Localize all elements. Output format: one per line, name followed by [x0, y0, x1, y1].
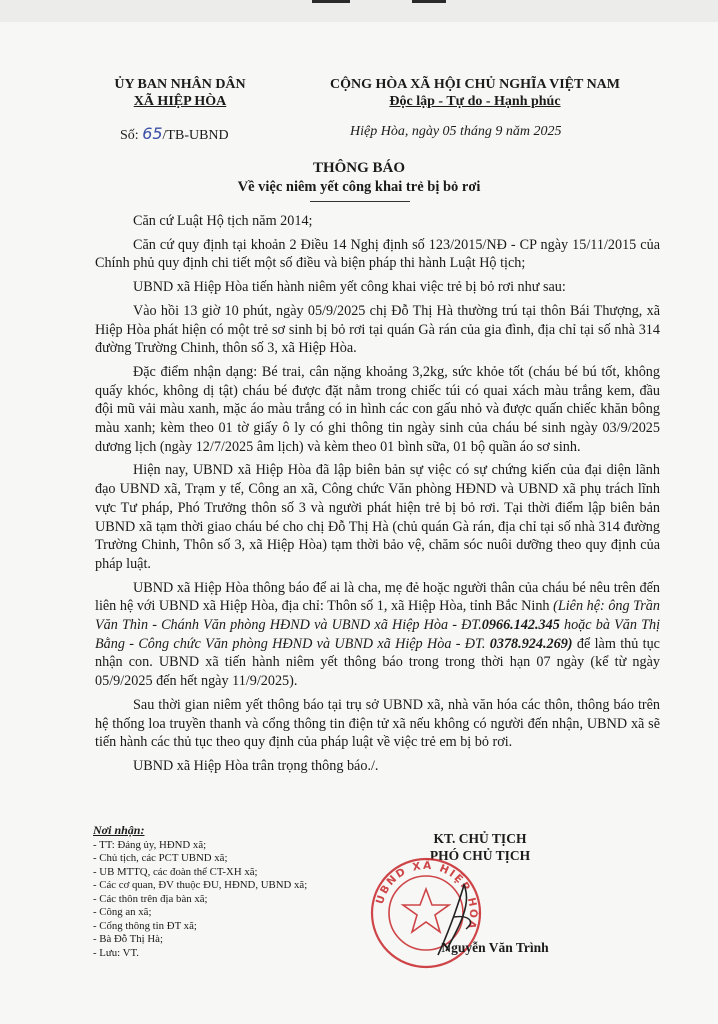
- recipient-item: - Lưu: VT.: [93, 946, 139, 959]
- paragraph-discovery: Vào hồi 13 giờ 10 phút, ngày 05/9/2025 chị Đỗ Thị Hà thường trú tại thôn Bái Thượng, xã Hiệp Hòa phát hiện có một trẻ sơ sinh bị bỏ rơi tại quán Gà rán của gia đình, địa chỉ tại số nhà 314 đường Trường Chinh, thôn số 3, xã Hiệp Hòa.: [95, 302, 660, 357]
- org-line1: ỦY BAN NHÂN DÂN: [114, 77, 246, 92]
- top-strip: [0, 0, 718, 23]
- recipient-item: - Công an xã;: [93, 906, 152, 918]
- contact-text: UBND xã Hiệp Hòa thông báo để ai là cha, mẹ đẻ hoặc người thân của cháu bé nêu trên đến liên hệ với UBND xã Hiệp Hòa, địa chỉ: Thôn số 1, xã Hiệp Hòa, tỉnh Bắc Ninh: [95, 579, 660, 615]
- recipient-item: - Chủ tịch, các PCT UBND xã;: [93, 852, 228, 864]
- recipient-item: - Các cơ quan, ĐV thuộc ĐU, HĐND, UBND xã;: [93, 879, 308, 891]
- document-number: [120, 124, 229, 144]
- seal-star: [403, 889, 449, 932]
- paragraph-legal-basis-2: Căn cứ quy định tại khoản 2 Điều 14 Nghị định số 123/2015/NĐ - CP ngày 15/11/2015 của Chính phủ quy định chi tiết một số điều và biện pháp thi hành Luật Hộ tịch;: [95, 236, 660, 272]
- signature-line2: PHÓ CHỦ TỊCH: [429, 848, 531, 863]
- contact-info: (Liên hệ: ông Trần Văn Thìn - Chánh Văn phòng HĐND và UBND xã Hiệp Hòa - ĐT.: [95, 598, 660, 634]
- paragraph-identification: Đặc điểm nhận dạng: Bé trai, cân nặng khoảng 3,2kg, sức khỏe tốt (cháu bé bú tốt, không quấy khóc, không dị tật) cháu bé được đặt nằm trong chiếc túi có quai xách màu trắng kem, đầu đội mũ vải màu xanh, mặc áo màu trắng có in hình các con gấu nhỏ và được quấn chiếc khăn bông màu xanh; kèm theo 01 tờ giấy ô ly có ghi thông tin ngày sinh của cháu bé sinh ngày 03/9/2025 dương lịch (ngày 12/7/2025 âm lịch) và kèm theo 01 bình sữa, 01 bộ quần áo sơ sinh.: [95, 363, 660, 455]
- signature-line1: KT. CHỦ TỊCH: [433, 831, 527, 846]
- doc-number-prefix: Số:: [120, 128, 139, 143]
- paragraph-contact: [95, 579, 660, 691]
- document-title: THÔNG BÁO: [312, 160, 406, 176]
- paragraph-legal-basis-1: Căn cứ Luật Hộ tịch năm 2014;: [133, 213, 313, 229]
- nation-line1: CỘNG HÒA XÃ HỘI CHỦ NGHĨA VIỆT NAM: [329, 77, 620, 92]
- recipient-item: - Các thôn trên địa bàn xã;: [93, 892, 208, 905]
- signer-name: Nguyễn Văn Trình: [441, 940, 549, 955]
- document-body: [95, 212, 660, 781]
- recipients-list: [93, 824, 333, 960]
- nation-line2: Độc lập - Tự do - Hạnh phúc: [389, 94, 561, 109]
- national-motto: [290, 76, 660, 110]
- recipients-heading: Nơi nhận:: [93, 823, 145, 837]
- issue-date: Hiệp Hòa, ngày 05 tháng 9 năm 2025: [350, 124, 562, 139]
- phone-number-1: 0966.142.345: [481, 617, 560, 634]
- seal-lettering: UBND XÃ HIỆP HÒA: [373, 859, 480, 932]
- paragraph-closing: UBND xã Hiệp Hòa trân trọng thông báo./.: [133, 757, 379, 774]
- strip-mark: [412, 0, 446, 3]
- contact-info-2: hoặc bà Văn Thị Bằng - Công chức Văn phòng HĐND và UBND xã Hiệp Hòa - ĐT.: [95, 617, 661, 652]
- document-subtitle: Về việc niêm yết công khai trẻ bị bỏ rơi: [237, 179, 481, 195]
- strip-mark: [312, 0, 350, 3]
- contact-text-end: để làm thủ tục nhận con. UBND xã tiến hành niêm yết thông báo trong trong thời hạn 07 ngày (kể từ ngày 05/9/2025 đến hết ngày 11/9/2025).: [95, 635, 660, 690]
- recipient-item: - UB MTTQ, các đoàn thể CT-XH xã;: [93, 865, 258, 878]
- recipient-item: - Cổng thông tin ĐT xã;: [93, 919, 197, 932]
- subtitle-underline: [310, 201, 410, 202]
- recipient-item: - Bà Đỗ Thị Hà;: [93, 933, 163, 945]
- doc-number-suffix: /TB-UBND: [162, 128, 229, 143]
- paragraph-announcement: UBND xã Hiệp Hòa tiến hành niêm yết công khai việc trẻ bị bỏ rơi như sau:: [133, 279, 566, 296]
- paragraph-current-status: Hiện nay, UBND xã Hiệp Hòa đã lập biên bản sự việc có sự chứng kiến của đại diện lãnh đạo UBND xã, Trạm y tế, Công an xã, Công chức Văn phòng HĐND và UBND xã phụ trách lĩnh vực Tư pháp, Phó Trưởng thôn số 3 và người phát hiện trẻ bị bỏ rơi. Tại thời điểm lập biên bản UBND xã tạm thời giao cháu bé cho chị Đỗ Thị Hà (chủ quán Gà rán, địa chỉ tại số nhà 314 đường Trường Chinh, Thôn số 3, xã Hiệp Hòa) tạm thời bảo vệ, chăm sóc nuôi dưỡng theo quy định của pháp luật.: [95, 462, 660, 572]
- doc-number-handwritten: 65: [142, 124, 163, 143]
- phone-number-2: 0378.924.269): [489, 635, 573, 652]
- org-line2: XÃ HIỆP HÒA: [133, 94, 227, 109]
- issuing-org: [95, 76, 265, 110]
- paragraph-after-posting: Sau thời gian niêm yết thông báo tại trụ sở UBND xã, nhà văn hóa các thôn, thông báo trên hệ thống loa truyền thanh và cổng thông tin điện tử xã nếu không có người đến nhận, UBND xã sẽ tiến hành các thủ tục theo quy định của pháp luật về việc trẻ em bị bỏ rơi.: [95, 696, 660, 751]
- recipient-item: - TT: Đảng ủy, HĐND xã;: [93, 838, 207, 851]
